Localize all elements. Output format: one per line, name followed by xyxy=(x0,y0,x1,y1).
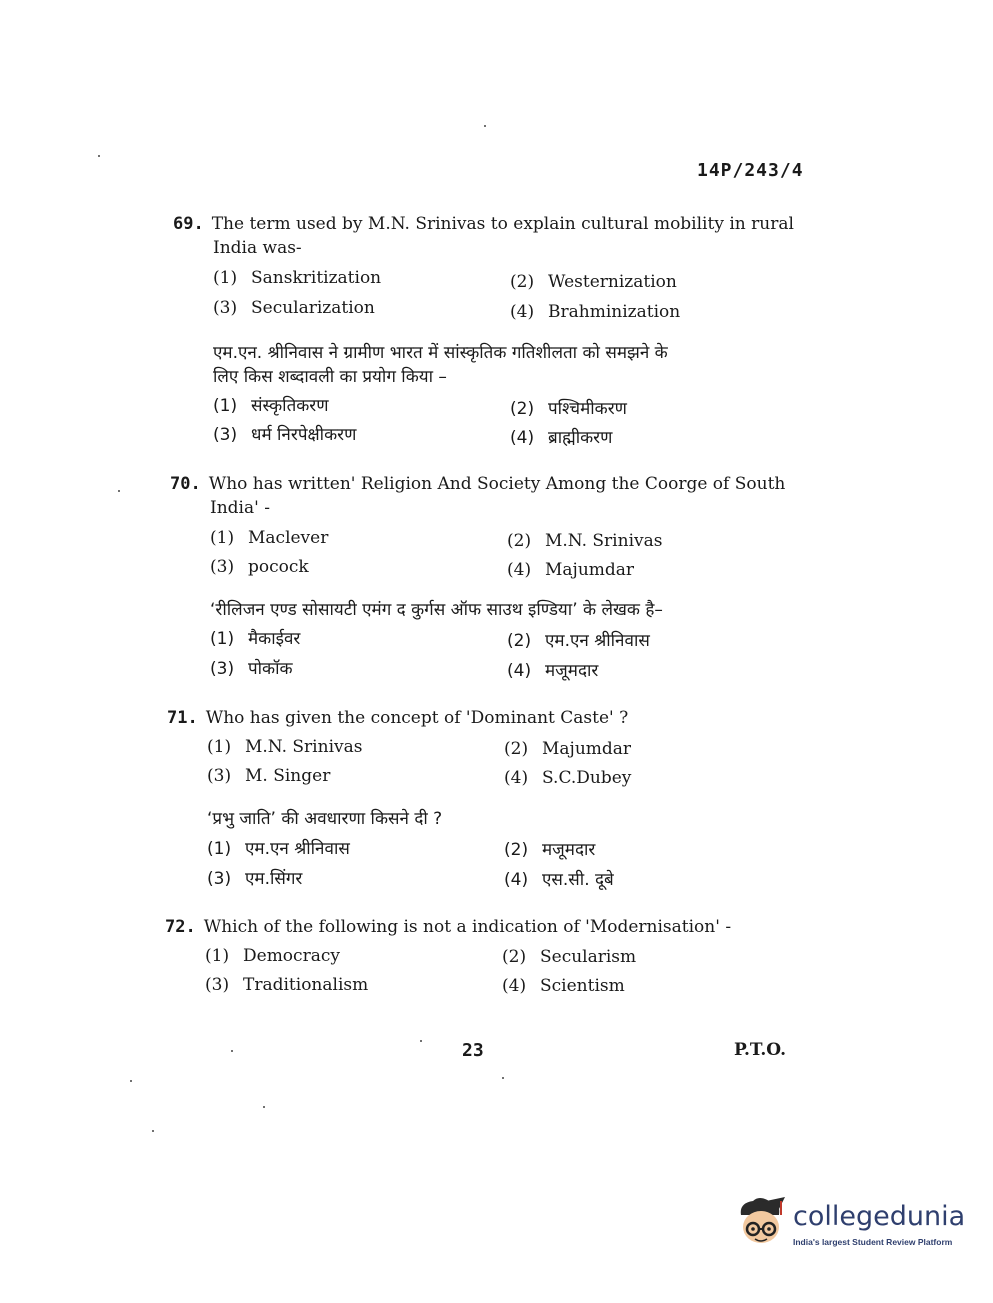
logo-name: collegedunia xyxy=(793,1201,966,1232)
mascot-icon xyxy=(735,1195,791,1255)
scan-speck xyxy=(263,1106,265,1108)
scan-speck xyxy=(118,490,120,492)
option: (4) Brahminization xyxy=(510,302,681,322)
question-text-en-cont: India' - xyxy=(210,498,270,518)
option: (2) Majumdar xyxy=(504,739,632,759)
question-number: 69. xyxy=(173,214,204,234)
option: (4) मजूमदार xyxy=(507,661,599,681)
scan-speck xyxy=(130,1080,132,1082)
option: (4) Majumdar xyxy=(507,560,635,580)
question-text-en-cont: India was- xyxy=(213,238,302,258)
option: (2) M.N. Srinivas xyxy=(507,531,663,551)
question-text-en: Who has written' Religion And Society Among the Coorge of South xyxy=(208,474,786,494)
option: (1) एम.एन श्रीनिवास xyxy=(207,839,350,859)
option: (2) Westernization xyxy=(510,272,677,292)
scan-speck xyxy=(420,1040,422,1042)
option: (1) Democracy xyxy=(205,946,340,966)
question-text-en: Which of the following is not a indication of 'Modernisation' - xyxy=(203,917,732,937)
option: (3) एम.सिंगर xyxy=(207,869,303,889)
option: (1) Sanskritization xyxy=(213,268,382,288)
scan-speck xyxy=(98,155,100,157)
logo-tagline: India's largest Student Review Platform xyxy=(793,1237,953,1247)
option: (4) एस.सी. दूबे xyxy=(504,870,614,890)
option: (4) S.C.Dubey xyxy=(504,768,632,788)
question-number: 71. xyxy=(167,708,198,728)
question-number: 72. xyxy=(165,917,196,937)
option: (3) पोकॉक xyxy=(210,659,293,679)
scan-speck xyxy=(484,125,486,127)
question-text-hi: एम.एन. श्रीनिवास ने ग्रामीण भारत में सांस्कृतिक गतिशीलता को समझने के xyxy=(213,343,668,363)
question-code: 14P/243/4 xyxy=(697,160,804,181)
option: (3) Secularization xyxy=(213,298,375,318)
option: (4) Scientism xyxy=(502,976,625,996)
question-text-hi: ‘रीलिजन एण्ड सोसायटी एमंग द कुर्गस ऑफ साउथ इण्डिया’ के लेखक है– xyxy=(210,600,663,620)
option: (2) मजूमदार xyxy=(504,840,596,860)
pto-label: P.T.O. xyxy=(734,1040,786,1060)
page-number: 23 xyxy=(462,1040,484,1061)
question-text-en: Who has given the concept of 'Dominant Caste' ? xyxy=(205,708,629,728)
question-number: 70. xyxy=(170,474,201,494)
option: (1) M.N. Srinivas xyxy=(207,737,363,757)
option: (3) M. Singer xyxy=(207,766,331,786)
scan-speck xyxy=(152,1130,154,1132)
collegedunia-logo xyxy=(735,1195,965,1265)
option: (3) Traditionalism xyxy=(205,975,369,995)
scan-speck xyxy=(502,1077,504,1079)
scan-speck xyxy=(231,1050,233,1052)
option: (3) धर्म निरपेक्षीकरण xyxy=(213,425,357,445)
question-text-hi: ‘प्रभु जाति’ की अवधारणा किसने दी ? xyxy=(207,809,443,829)
option: (3) pocock xyxy=(210,557,309,577)
option: (2) एम.एन श्रीनिवास xyxy=(507,631,650,651)
option: (4) ब्राह्मीकरण xyxy=(510,428,613,448)
option: (1) मैकाईवर xyxy=(210,629,301,649)
option: (1) संस्कृतिकरण xyxy=(213,396,329,416)
option: (1) Maclever xyxy=(210,528,329,548)
option: (2) Secularism xyxy=(502,947,637,967)
option: (2) पश्चिमीकरण xyxy=(510,399,627,419)
question-text-en: The term used by M.N. Srinivas to explain cultural mobility in rural xyxy=(211,214,794,234)
question-text-hi-cont: लिए किस शब्दावली का प्रयोग किया – xyxy=(213,367,447,387)
